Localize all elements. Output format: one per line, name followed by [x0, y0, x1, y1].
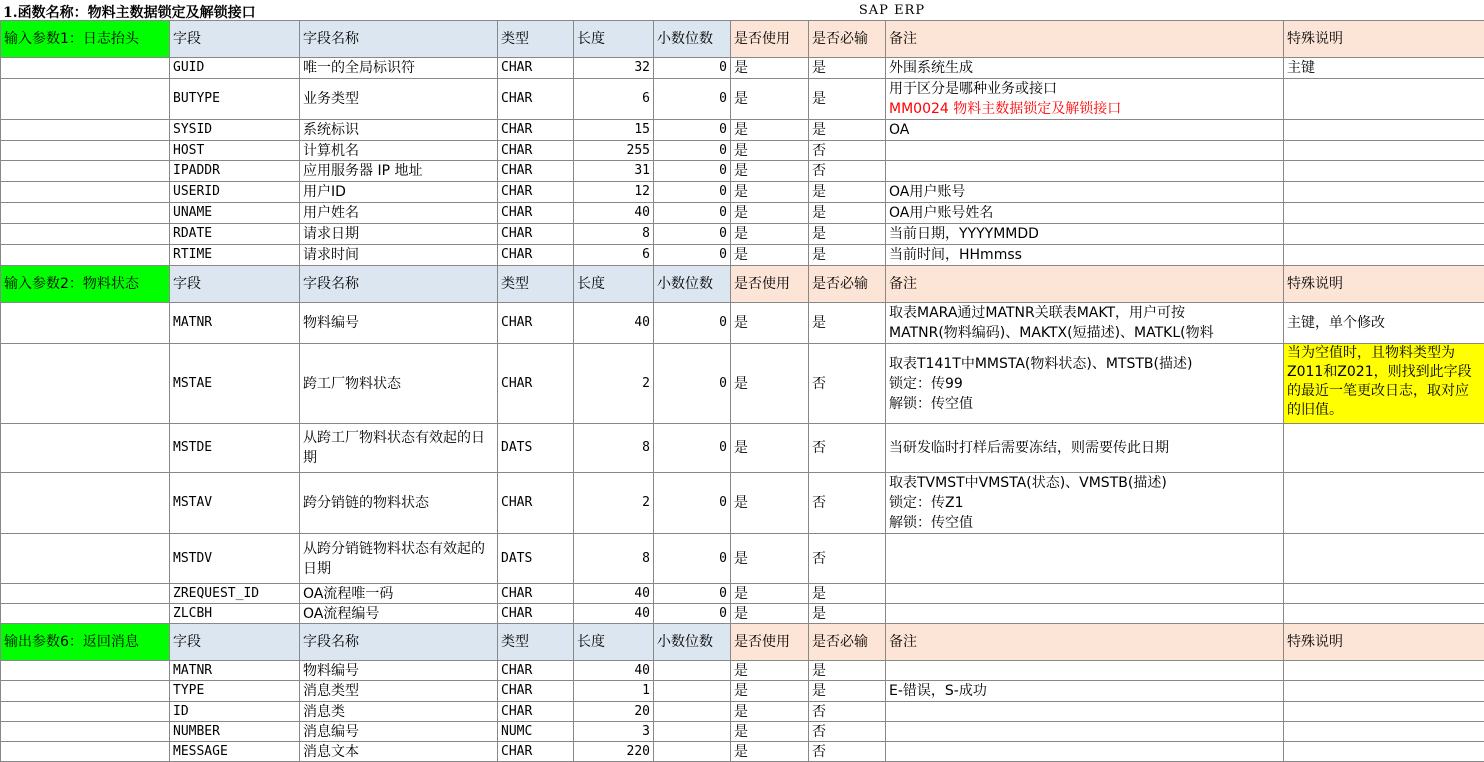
- cell-required[interactable]: 是: [809, 245, 886, 266]
- cell-empty[interactable]: [1, 303, 170, 344]
- cell-field-name[interactable]: 消息编号: [300, 722, 498, 742]
- cell-field[interactable]: SYSID: [170, 120, 300, 141]
- header-field[interactable]: 字段: [170, 21, 300, 58]
- remark-line: MM0024 物料主数据锁定及解锁接口: [889, 99, 1280, 119]
- cell-field[interactable]: MSTAV: [170, 473, 300, 534]
- header-field[interactable]: 字段: [170, 624, 300, 661]
- cell-length[interactable]: 2: [574, 473, 654, 534]
- cell-required[interactable]: 是: [809, 584, 886, 604]
- cell-empty[interactable]: [1, 203, 170, 224]
- cell-remark[interactable]: [886, 203, 1284, 224]
- cell-length[interactable]: 15: [574, 120, 654, 141]
- header-type[interactable]: 类型: [498, 21, 574, 58]
- cell-type[interactable]: CHAR: [498, 584, 574, 604]
- cell-remark[interactable]: [886, 681, 1284, 702]
- cell-type[interactable]: CHAR: [498, 473, 574, 534]
- cell-special[interactable]: [1284, 681, 1484, 702]
- cell-remark[interactable]: [886, 224, 1284, 245]
- cell-special[interactable]: [1284, 141, 1484, 161]
- cell-empty[interactable]: [1, 584, 170, 604]
- header-required[interactable]: 是否必输: [809, 21, 886, 58]
- cell-field[interactable]: RTIME: [170, 245, 300, 266]
- cell-field-name[interactable]: 跨分销链的物料状态: [300, 473, 498, 534]
- cell-field[interactable]: UNAME: [170, 203, 300, 224]
- cell-type[interactable]: NUMC: [498, 722, 574, 742]
- cell-remark[interactable]: [886, 661, 1284, 681]
- cell-required[interactable]: 否: [809, 161, 886, 182]
- cell-field-name[interactable]: 消息类: [300, 702, 498, 722]
- cell-length[interactable]: 40: [574, 584, 654, 604]
- cell-decimals[interactable]: 0: [654, 584, 731, 604]
- cell-empty[interactable]: [1, 79, 170, 120]
- cell-decimals[interactable]: 0: [654, 58, 731, 79]
- cell-length[interactable]: 8: [574, 424, 654, 473]
- cell-empty[interactable]: [1, 473, 170, 534]
- section-header-row: [1, 624, 1484, 661]
- cell-field-name[interactable]: 消息类型: [300, 681, 498, 702]
- cell-field[interactable]: TYPE: [170, 681, 300, 702]
- cell-type[interactable]: DATS: [498, 534, 574, 584]
- cell-used[interactable]: 是: [731, 141, 809, 161]
- cell-required[interactable]: 否: [809, 722, 886, 742]
- cell-empty[interactable]: [1, 141, 170, 161]
- cell-remark[interactable]: [886, 604, 1284, 624]
- cell-empty[interactable]: [1, 224, 170, 245]
- cell-field-name[interactable]: 消息文本: [300, 742, 498, 762]
- header-field-name[interactable]: 字段名称: [300, 266, 498, 303]
- cell-type[interactable]: CHAR: [498, 203, 574, 224]
- cell-decimals[interactable]: 0: [654, 224, 731, 245]
- table-row: [1, 702, 1484, 722]
- cell-special[interactable]: [1284, 424, 1484, 473]
- title-row: [0, 0, 1484, 20]
- cell-empty[interactable]: [1, 245, 170, 266]
- cell-type[interactable]: CHAR: [498, 661, 574, 681]
- header-type[interactable]: 类型: [498, 266, 574, 303]
- cell-special[interactable]: [1284, 584, 1484, 604]
- cell-field[interactable]: ID: [170, 702, 300, 722]
- cell-used[interactable]: 是: [731, 742, 809, 762]
- remark-line: 取表T141T中MMSTA(物料状态)、MTSTB(描述): [889, 354, 1280, 374]
- cell-length[interactable]: 40: [574, 661, 654, 681]
- remark-line: OA用户账号姓名: [889, 203, 1280, 223]
- header-remark[interactable]: 备注: [886, 624, 1284, 661]
- cell-remark[interactable]: [886, 303, 1284, 344]
- cell-length[interactable]: 31: [574, 161, 654, 182]
- cell-field[interactable]: RDATE: [170, 224, 300, 245]
- table-row: [1, 661, 1484, 681]
- cell-required[interactable]: 否: [809, 534, 886, 584]
- cell-field-name[interactable]: 用户姓名: [300, 203, 498, 224]
- section-header-row: [1, 266, 1484, 303]
- cell-field-name[interactable]: 从跨工厂物料状态有效起的日期: [300, 424, 498, 473]
- remark-line: 解锁：传空值: [889, 513, 1280, 533]
- cell-required[interactable]: 是: [809, 58, 886, 79]
- cell-special[interactable]: [1284, 224, 1484, 245]
- cell-used[interactable]: 是: [731, 182, 809, 203]
- cell-type[interactable]: CHAR: [498, 702, 574, 722]
- cell-decimals[interactable]: 0: [654, 344, 731, 424]
- cell-length[interactable]: 40: [574, 604, 654, 624]
- header-special[interactable]: 特殊说明: [1284, 624, 1484, 661]
- header-remark[interactable]: 备注: [886, 21, 1284, 58]
- cell-empty[interactable]: [1, 661, 170, 681]
- remark-line: 锁定：传Z1: [889, 493, 1280, 513]
- cell-field-name[interactable]: 物料编号: [300, 303, 498, 344]
- document-title: 1.函数名称：物料主数据锁定及解锁接口: [3, 2, 299, 22]
- cell-field-name[interactable]: 请求日期: [300, 224, 498, 245]
- header-used[interactable]: 是否使用: [731, 266, 809, 303]
- cell-remark[interactable]: [886, 722, 1284, 742]
- header-length[interactable]: 长度: [574, 21, 654, 58]
- cell-decimals[interactable]: 0: [654, 473, 731, 534]
- cell-field-name[interactable]: OA流程编号: [300, 604, 498, 624]
- cell-used[interactable]: 是: [731, 344, 809, 424]
- cell-used[interactable]: 是: [731, 424, 809, 473]
- cell-field-name[interactable]: 唯一的全局标识符: [300, 58, 498, 79]
- cell-type[interactable]: CHAR: [498, 742, 574, 762]
- cell-field[interactable]: MATNR: [170, 661, 300, 681]
- cell-required[interactable]: 是: [809, 303, 886, 344]
- cell-length[interactable]: 1: [574, 681, 654, 702]
- cell-type[interactable]: CHAR: [498, 303, 574, 344]
- cell-type[interactable]: CHAR: [498, 245, 574, 266]
- cell-special[interactable]: [1284, 161, 1484, 182]
- cell-used[interactable]: 是: [731, 224, 809, 245]
- cell-remark[interactable]: [886, 424, 1284, 473]
- remark-line: 外围系统生成: [889, 58, 1280, 78]
- cell-required[interactable]: 是: [809, 79, 886, 120]
- remark-line: 取表TVMST中VMSTA(状态)、VMSTB(描述): [889, 473, 1280, 493]
- cell-remark[interactable]: [886, 141, 1284, 161]
- cell-decimals[interactable]: 0: [654, 604, 731, 624]
- cell-type[interactable]: CHAR: [498, 344, 574, 424]
- cell-used[interactable]: 是: [731, 473, 809, 534]
- cell-special[interactable]: [1284, 534, 1484, 584]
- cell-length[interactable]: 20: [574, 702, 654, 722]
- cell-decimals[interactable]: [654, 681, 731, 702]
- cell-remark[interactable]: [886, 534, 1284, 584]
- cell-used[interactable]: 是: [731, 120, 809, 141]
- cell-special[interactable]: [1284, 661, 1484, 681]
- cell-field[interactable]: USERID: [170, 182, 300, 203]
- cell-required[interactable]: 否: [809, 742, 886, 762]
- cell-used[interactable]: 是: [731, 303, 809, 344]
- section-label[interactable]: 输入参数1：日志抬头: [1, 21, 170, 58]
- cell-required[interactable]: 否: [809, 702, 886, 722]
- cell-special[interactable]: [1284, 182, 1484, 203]
- cell-remark[interactable]: [886, 702, 1284, 722]
- table-row: [1, 182, 1484, 203]
- cell-used[interactable]: 是: [731, 79, 809, 120]
- cell-type[interactable]: CHAR: [498, 604, 574, 624]
- cell-used[interactable]: 是: [731, 584, 809, 604]
- header-special[interactable]: 特殊说明: [1284, 21, 1484, 58]
- cell-remark[interactable]: [886, 742, 1284, 762]
- cell-used[interactable]: 是: [731, 58, 809, 79]
- cell-type[interactable]: DATS: [498, 424, 574, 473]
- cell-used[interactable]: 是: [731, 161, 809, 182]
- cell-length[interactable]: 2: [574, 344, 654, 424]
- interface-spec-table: [0, 20, 1484, 762]
- remark-line: 当前日期，YYYYMMDD: [889, 224, 1280, 244]
- header-required[interactable]: 是否必输: [809, 624, 886, 661]
- system-name: SAP ERP: [812, 3, 972, 18]
- cell-required[interactable]: 是: [809, 604, 886, 624]
- cell-remark[interactable]: [886, 473, 1284, 534]
- cell-decimals[interactable]: 0: [654, 534, 731, 584]
- cell-required[interactable]: 是: [809, 224, 886, 245]
- table-row: [1, 203, 1484, 224]
- cell-remark[interactable]: [886, 182, 1284, 203]
- cell-field-name[interactable]: 系统标识: [300, 120, 498, 141]
- remark-line: 解锁：传空值: [889, 394, 1280, 414]
- cell-used[interactable]: 是: [731, 661, 809, 681]
- cell-remark[interactable]: [886, 245, 1284, 266]
- cell-decimals[interactable]: 0: [654, 182, 731, 203]
- header-decimals[interactable]: 小数位数: [654, 266, 731, 303]
- header-remark[interactable]: 备注: [886, 266, 1284, 303]
- remark-line: MATNR(物料编码)、MAKTX(短描述)、MATKL(物料: [889, 323, 1280, 343]
- cell-special[interactable]: [1284, 473, 1484, 534]
- cell-decimals[interactable]: 0: [654, 303, 731, 344]
- header-used[interactable]: 是否使用: [731, 624, 809, 661]
- cell-empty[interactable]: [1, 681, 170, 702]
- cell-length[interactable]: 220: [574, 742, 654, 762]
- header-type[interactable]: 类型: [498, 624, 574, 661]
- cell-field-name[interactable]: 用户ID: [300, 182, 498, 203]
- cell-decimals[interactable]: 0: [654, 141, 731, 161]
- cell-special[interactable]: [1284, 120, 1484, 141]
- cell-required[interactable]: 是: [809, 120, 886, 141]
- cell-remark[interactable]: [886, 161, 1284, 182]
- remark-line: 当前时间，HHmmss: [889, 245, 1280, 265]
- header-length[interactable]: 长度: [574, 266, 654, 303]
- table-row: [1, 584, 1484, 604]
- cell-empty[interactable]: [1, 424, 170, 473]
- cell-special[interactable]: [1284, 604, 1484, 624]
- cell-empty[interactable]: [1, 534, 170, 584]
- cell-field[interactable]: HOST: [170, 141, 300, 161]
- cell-length[interactable]: 3: [574, 722, 654, 742]
- cell-used[interactable]: 是: [731, 702, 809, 722]
- cell-length[interactable]: 8: [574, 224, 654, 245]
- cell-field[interactable]: MATNR: [170, 303, 300, 344]
- cell-decimals[interactable]: [654, 702, 731, 722]
- cell-used[interactable]: 是: [731, 722, 809, 742]
- header-length[interactable]: 长度: [574, 624, 654, 661]
- cell-used[interactable]: 是: [731, 203, 809, 224]
- cell-decimals[interactable]: 0: [654, 424, 731, 473]
- cell-type[interactable]: CHAR: [498, 182, 574, 203]
- table-row: [1, 303, 1484, 344]
- cell-length[interactable]: 40: [574, 303, 654, 344]
- cell-special[interactable]: [1284, 203, 1484, 224]
- cell-decimals[interactable]: [654, 742, 731, 762]
- cell-special[interactable]: [1284, 79, 1484, 120]
- cell-length[interactable]: 6: [574, 79, 654, 120]
- cell-remark[interactable]: [886, 79, 1284, 120]
- cell-type[interactable]: CHAR: [498, 681, 574, 702]
- cell-used[interactable]: 是: [731, 245, 809, 266]
- cell-empty[interactable]: [1, 120, 170, 141]
- cell-field[interactable]: BUTYPE: [170, 79, 300, 120]
- cell-field[interactable]: ZREQUEST_ID: [170, 584, 300, 604]
- cell-field[interactable]: IPADDR: [170, 161, 300, 182]
- cell-empty[interactable]: [1, 344, 170, 424]
- cell-special[interactable]: [1284, 245, 1484, 266]
- header-special[interactable]: 特殊说明: [1284, 266, 1484, 303]
- cell-decimals[interactable]: [654, 661, 731, 681]
- cell-empty[interactable]: [1, 182, 170, 203]
- remark-line: 当研发临时打样后需要冻结，则需要传此日期: [889, 438, 1280, 458]
- table-row: [1, 245, 1484, 266]
- table-row: [1, 120, 1484, 141]
- cell-field-name[interactable]: 请求时间: [300, 245, 498, 266]
- table-row: [1, 224, 1484, 245]
- cell-field[interactable]: MESSAGE: [170, 742, 300, 762]
- table-row: [1, 742, 1484, 762]
- header-decimals[interactable]: 小数位数: [654, 624, 731, 661]
- cell-special[interactable]: [1284, 702, 1484, 722]
- table-row: [1, 534, 1484, 584]
- cell-length[interactable]: 40: [574, 203, 654, 224]
- cell-empty[interactable]: [1, 161, 170, 182]
- cell-decimals[interactable]: 0: [654, 120, 731, 141]
- cell-remark[interactable]: [886, 58, 1284, 79]
- section-label[interactable]: 输出参数6：返回消息: [1, 624, 170, 661]
- cell-type[interactable]: CHAR: [498, 141, 574, 161]
- cell-field[interactable]: ZLCBH: [170, 604, 300, 624]
- header-decimals[interactable]: 小数位数: [654, 21, 731, 58]
- table-row: [1, 79, 1484, 120]
- remark-line: OA: [889, 120, 1280, 140]
- cell-empty[interactable]: [1, 604, 170, 624]
- header-used[interactable]: 是否使用: [731, 21, 809, 58]
- header-required[interactable]: 是否必输: [809, 266, 886, 303]
- table-row: [1, 344, 1484, 424]
- remark-line: 锁定：传99: [889, 374, 1280, 394]
- cell-field[interactable]: NUMBER: [170, 722, 300, 742]
- remark-line: E-错误，S-成功: [889, 681, 1280, 701]
- cell-field[interactable]: GUID: [170, 58, 300, 79]
- cell-field-name[interactable]: 从跨分销链物料状态有效起的日期: [300, 534, 498, 584]
- cell-type[interactable]: CHAR: [498, 120, 574, 141]
- cell-decimals[interactable]: 0: [654, 245, 731, 266]
- cell-required[interactable]: 是: [809, 203, 886, 224]
- cell-special[interactable]: [1284, 722, 1484, 742]
- cell-field-name[interactable]: 计算机名: [300, 141, 498, 161]
- cell-required[interactable]: 是: [809, 661, 886, 681]
- cell-field-name[interactable]: OA流程唯一码: [300, 584, 498, 604]
- cell-length[interactable]: 12: [574, 182, 654, 203]
- cell-length[interactable]: 255: [574, 141, 654, 161]
- remark-line: 取表MARA通过MATNR关联表MAKT，用户可按: [889, 303, 1280, 323]
- cell-special[interactable]: [1284, 742, 1484, 762]
- cell-field[interactable]: MSTDE: [170, 424, 300, 473]
- header-field[interactable]: 字段: [170, 266, 300, 303]
- cell-required[interactable]: 是: [809, 681, 886, 702]
- cell-type[interactable]: CHAR: [498, 161, 574, 182]
- header-field-name[interactable]: 字段名称: [300, 21, 498, 58]
- table-row: [1, 604, 1484, 624]
- cell-required[interactable]: 否: [809, 141, 886, 161]
- table-row: [1, 161, 1484, 182]
- cell-decimals[interactable]: 0: [654, 203, 731, 224]
- cell-type[interactable]: CHAR: [498, 79, 574, 120]
- section-label[interactable]: 输入参数2：物料状态: [1, 266, 170, 303]
- table-row: [1, 681, 1484, 702]
- cell-empty[interactable]: [1, 702, 170, 722]
- cell-required[interactable]: 否: [809, 424, 886, 473]
- cell-length[interactable]: 32: [574, 58, 654, 79]
- cell-remark[interactable]: [886, 344, 1284, 424]
- cell-empty[interactable]: [1, 58, 170, 79]
- cell-length[interactable]: 8: [574, 534, 654, 584]
- cell-used[interactable]: 是: [731, 681, 809, 702]
- table-row: [1, 722, 1484, 742]
- table-row: [1, 473, 1484, 534]
- header-field-name[interactable]: 字段名称: [300, 624, 498, 661]
- cell-field-name[interactable]: 应用服务器 IP 地址: [300, 161, 498, 182]
- cell-field-name[interactable]: 跨工厂物料状态: [300, 344, 498, 424]
- remark-line: OA用户账号: [889, 182, 1280, 202]
- cell-decimals[interactable]: 0: [654, 161, 731, 182]
- cell-decimals[interactable]: [654, 722, 731, 742]
- cell-empty[interactable]: [1, 742, 170, 762]
- cell-decimals[interactable]: 0: [654, 79, 731, 120]
- cell-used[interactable]: 是: [731, 604, 809, 624]
- cell-special[interactable]: 当为空值时，且物料类型为Z011和Z021，则找到此字段的最近一笔更改日志，取对应的旧值。: [1284, 344, 1484, 424]
- table-row: [1, 141, 1484, 161]
- cell-used[interactable]: 是: [731, 534, 809, 584]
- table-row: [1, 424, 1484, 473]
- table-row: [1, 58, 1484, 79]
- cell-empty[interactable]: [1, 722, 170, 742]
- cell-type[interactable]: CHAR: [498, 58, 574, 79]
- cell-required[interactable]: 否: [809, 344, 886, 424]
- cell-field[interactable]: MSTDV: [170, 534, 300, 584]
- cell-special[interactable]: 主键: [1284, 58, 1484, 79]
- cell-remark[interactable]: [886, 120, 1284, 141]
- cell-length[interactable]: 6: [574, 245, 654, 266]
- cell-type[interactable]: CHAR: [498, 224, 574, 245]
- cell-field[interactable]: MSTAE: [170, 344, 300, 424]
- cell-field-name[interactable]: 业务类型: [300, 79, 498, 120]
- cell-required[interactable]: 是: [809, 182, 886, 203]
- cell-remark[interactable]: [886, 584, 1284, 604]
- cell-field-name[interactable]: 物料编号: [300, 661, 498, 681]
- remark-line: 用于区分是哪种业务或接口: [889, 79, 1280, 99]
- cell-required[interactable]: 否: [809, 473, 886, 534]
- table-body: [1, 21, 1484, 762]
- section-header-row: [1, 21, 1484, 58]
- cell-special[interactable]: 主键，单个修改: [1284, 303, 1484, 344]
